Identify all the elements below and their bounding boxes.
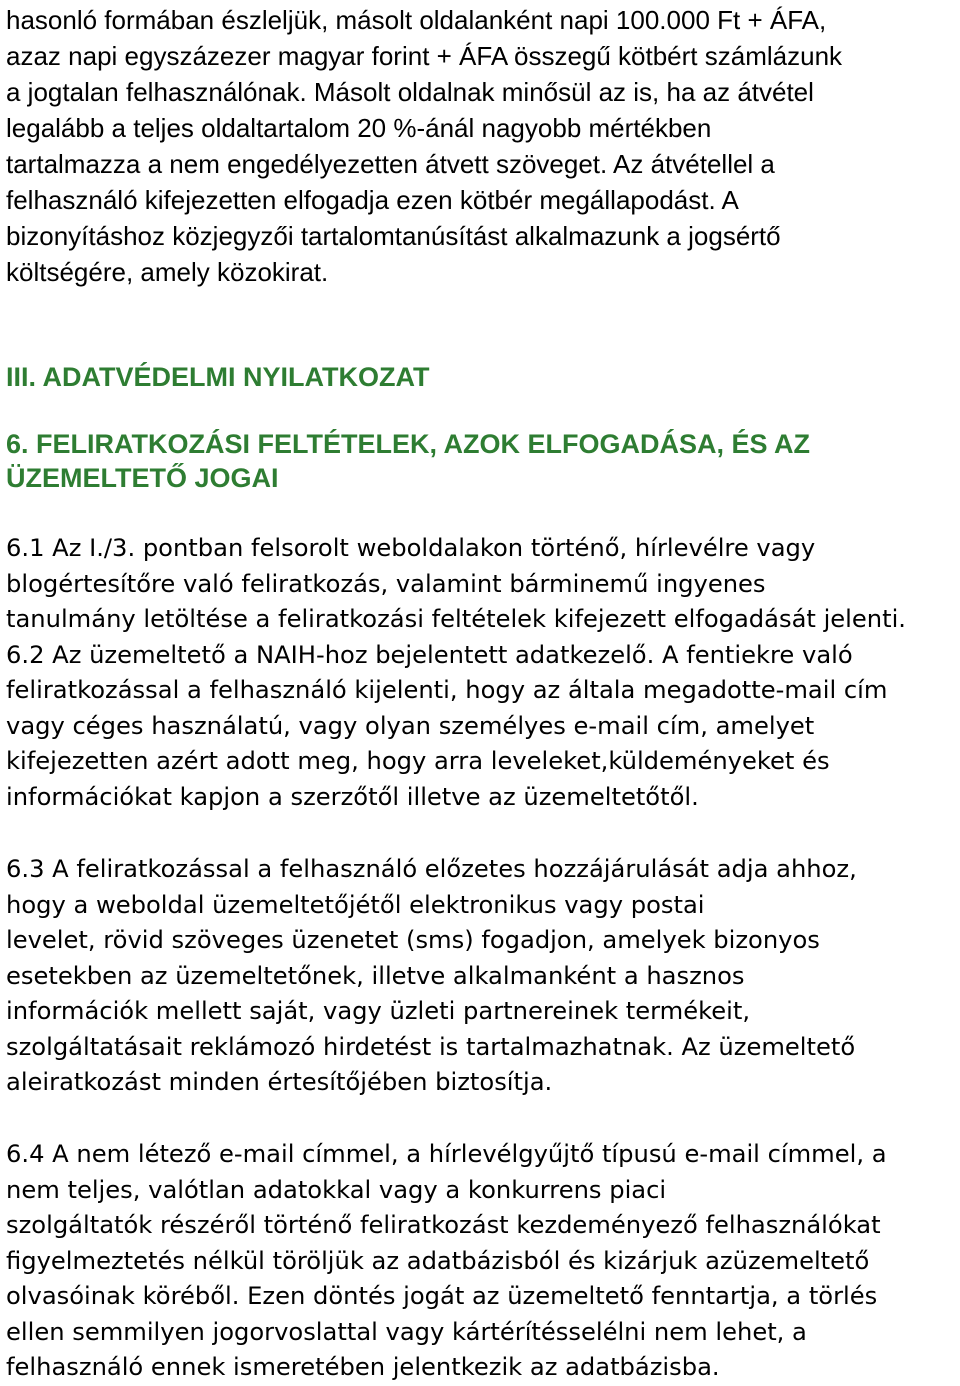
text-line: aleiratkozást minden értesítőjében biztosítja. [6, 1068, 553, 1096]
paragraph-6-3 [6, 852, 857, 1101]
text-line: figyelmeztetés nélkül töröljük az adatbázisból és kizárjuk azüzemeltető [6, 1246, 870, 1275]
text-line: költségére, amely közokirat. [6, 257, 329, 287]
text-line: legalább a teljes oldaltartalom 20 %-ánál nagyobb mértékben [6, 113, 712, 143]
text-line: információk mellett saját, vagy üzleti partnereinek termékeit, [6, 997, 751, 1025]
subsection-heading [6, 427, 810, 495]
text-line: esetekben az üzemeltetőnek, illetve alkalmanként a hasznos [6, 961, 745, 990]
text-line: vagy céges használatú, vagy olyan személyes e-mail cím, amelyet [6, 711, 815, 740]
text-line: 6.4 A nem létező e-mail címmel, a hírlevélgyűjtő típusú e-mail címmel, a [6, 1140, 887, 1168]
text-line: tanulmány letöltése a feliratkozási feltételek kifejezett elfogadását jelenti. [6, 605, 906, 633]
text-line: olvasóinak köréből. Ezen döntés jogát az üzemeltető fenntartja, a törlés [6, 1282, 878, 1310]
text-line: 6.1 Az I./3. pontban felsorolt weboldalakon történő, hírlevélre vagy [6, 534, 816, 562]
text-line: felhasználó kifejezetten elfogadja ezen kötbér megállapodást. A [6, 185, 739, 215]
text-line: tartalmazza a nem engedélyezetten átvett szöveget. Az átvétellel a [6, 149, 775, 179]
text-line: azaz napi egyszázezer magyar forint + ÁFA összegű kötbért számlázunk [6, 41, 843, 71]
text-line: bizonyításhoz közjegyzői tartalomtanúsítást alkalmazunk a jogsértő [6, 221, 781, 251]
section-heading: III. ADATVÉDELMI NYILATKOZAT [6, 362, 430, 392]
text-line: 6.3 A feliratkozással a felhasználó előzetes hozzájárulását adja ahhoz, [6, 855, 857, 883]
text-line: feliratkozással a felhasználó kijelenti, hogy az általa megadotte-mail cím [6, 676, 888, 704]
heading-line: 6. FELIRATKOZÁSI FELTÉTELEK, AZOK ELFOGADÁSA, ÉS AZ [6, 429, 811, 459]
text-line: nem teljes, valótlan adatokkal vagy a konkurrens piaci [6, 1175, 667, 1204]
text-line: 6.2 Az üzemeltető a NAIH-hoz bejelentett adatkezelő. A fentiekre való [6, 640, 853, 669]
text-line: hogy a weboldal üzemeltetőjétől elektronikus vagy postai [6, 890, 705, 919]
text-line: levelet, rövid szöveges üzenetet (sms) fogadjon, amelyek bizonyos [6, 926, 820, 954]
text-line: felhasználó ennek ismeretében jelentkezik az adatbázisba. [6, 1353, 720, 1381]
text-line: kifejezetten azért adott meg, hogy arra leveleket,küldeményeket és [6, 747, 830, 775]
text-line: blogértesítőre való feliratkozás, valamint bárminemű ingyenes [6, 569, 766, 598]
intro-paragraph [6, 2, 842, 290]
text-line: ellen semmilyen jogorvoslattal vagy kártérítésselélni nem lehet, a [6, 1317, 807, 1346]
text-line: információkat kapjon a szerzőtől illetve az üzemeltetőtől. [6, 782, 699, 811]
text-line: a jogtalan felhasználónak. Másolt oldalnak minősül az is, ha az átvétel [6, 77, 814, 107]
heading-line: ÜZEMELTETŐ JOGAI [6, 463, 279, 493]
text-line: szolgáltatásait reklámozó hirdetést is tartalmazhatnak. Az üzemeltető [6, 1032, 856, 1061]
paragraph-6-1-6-2 [6, 531, 906, 815]
text-line: hasonló formában észleljük, másolt oldalanként napi 100.000 Ft + ÁFA, [6, 5, 827, 35]
paragraph-6-4 [6, 1137, 887, 1386]
text-line: szolgáltatók részéről történő feliratkozást kezdeményező felhasználókat [6, 1211, 881, 1239]
